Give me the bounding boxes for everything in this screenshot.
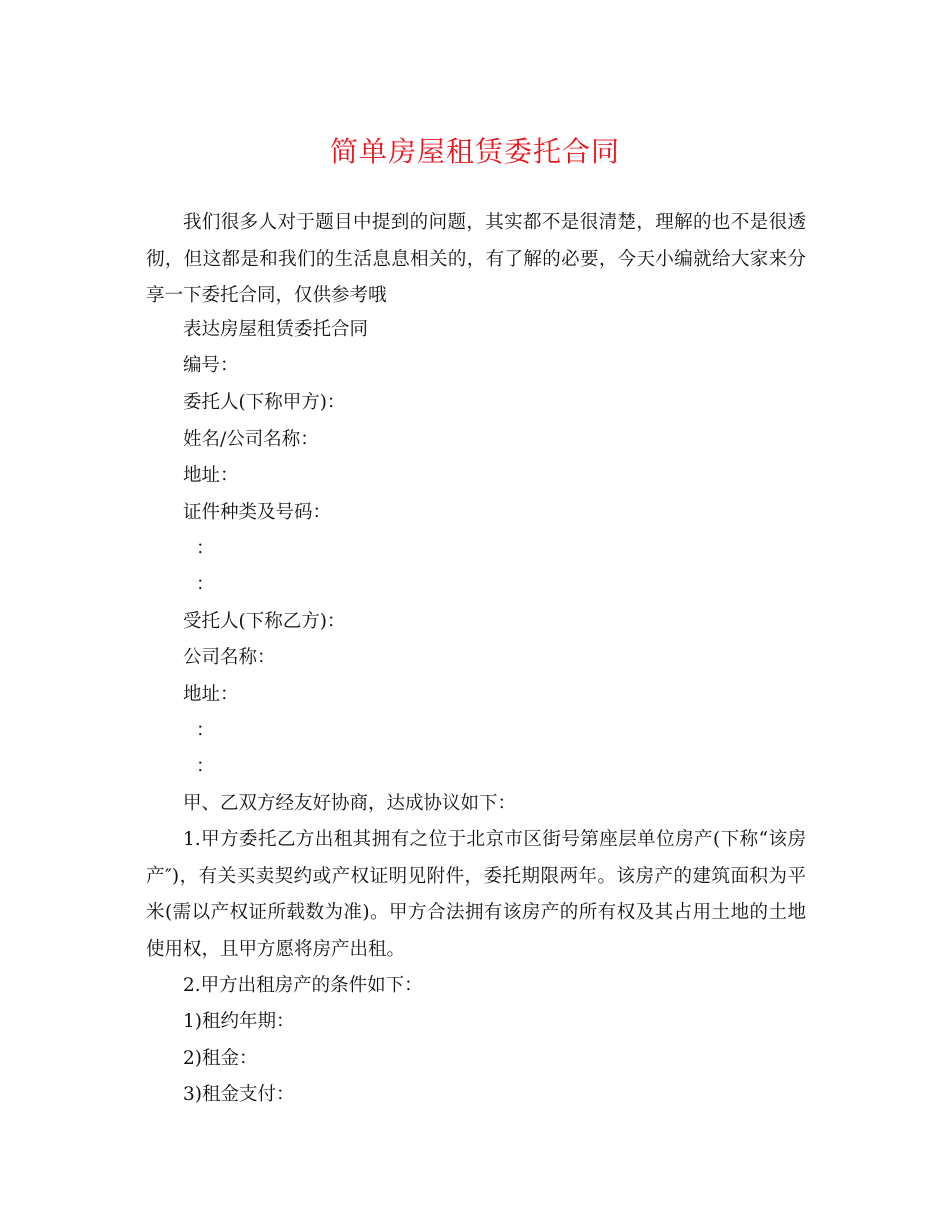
blank-field-label: ： [196, 720, 215, 741]
blank-field-label: ： [196, 538, 215, 559]
item-lease-term: 1)租约年期： [183, 1011, 295, 1032]
blank-field-label: ： [196, 574, 215, 595]
agreement-line: 甲、乙双方经友好协商，达成协议如下： [183, 793, 517, 814]
principal-address-label: 地址： [183, 465, 239, 486]
company-name-label: 公司名称： [183, 647, 276, 668]
contract-number-label: 编号： [183, 355, 239, 376]
clause-1: 1.甲方委托乙方出租其拥有之位于北京市区街号第座层单位房产(下称“该房产″)，有关买卖契约或产权证明见附件，委托期限两年。该房产的建筑面积为平米(需以产权证所载数为准)。甲方合法拥有该房产的所有权及其占用土地的土地使用权，且甲方愿将房产出租。 [146, 829, 806, 960]
intro-paragraph: 我们很多人对于题目中提到的问题，其实都不是很清楚，理解的也不是很透彻，但这都是和我们的生活息息相关的，有了解的必要，今天小编就给大家来分享一下委托合同，仅供参考哦 [146, 212, 806, 306]
agent-label: 受托人(下称乙方)： [183, 611, 346, 632]
agent-address-label: 地址： [183, 684, 239, 705]
document-title: 简单房屋租赁委托合同 [329, 135, 620, 168]
id-type-label: 证件种类及号码： [183, 502, 332, 523]
blank-field-label: ： [196, 756, 215, 777]
contract-subtitle: 表达房屋租赁委托合同 [183, 319, 369, 340]
clause-2: 2.甲方出租房产的条件如下： [183, 975, 423, 996]
name-company-label: 姓名/公司名称： [183, 429, 319, 450]
item-rent: 2)租金： [183, 1048, 258, 1069]
item-rent-payment: 3)租金支付： [183, 1084, 295, 1105]
principal-label: 委托人(下称甲方)： [183, 392, 346, 413]
